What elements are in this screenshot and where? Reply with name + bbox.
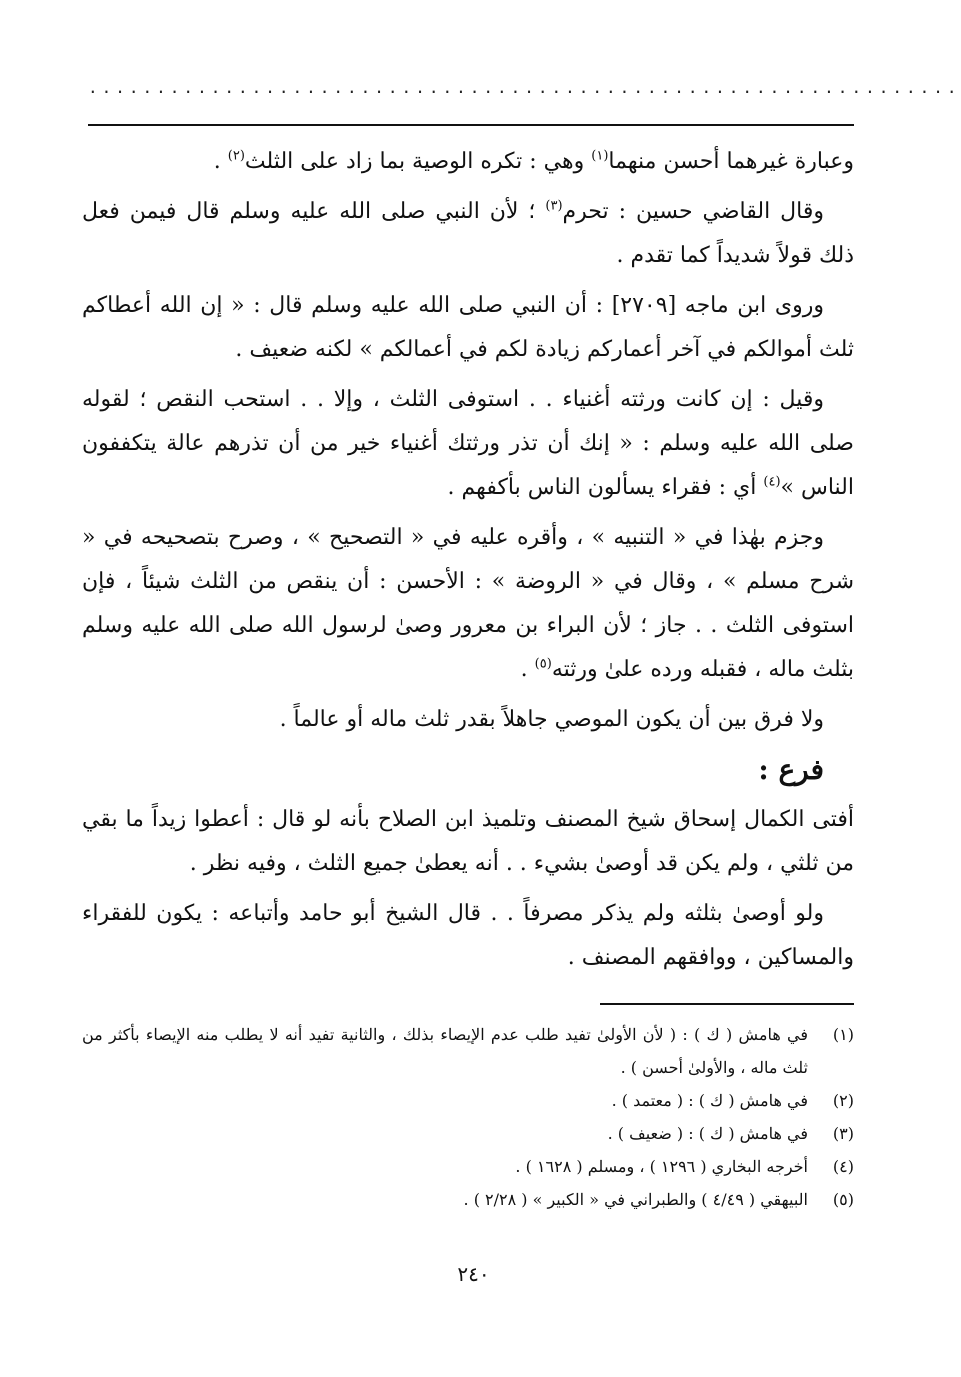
footnote-ref-4[interactable]: (٤) bbox=[763, 474, 781, 490]
footnote-text: في هامش ( ك ) : ( لأن الأولىٰ تفيد طلب عدم الإيصاء بذلك ، والثانية تفيد أنه لا يطلب منه الإيصاء بأكثر من ثلث ماله ، والأولىٰ أحسن ) . bbox=[82, 1025, 808, 1077]
footnote-5 bbox=[82, 1183, 854, 1216]
footnote-ref-2[interactable]: (٢) bbox=[227, 148, 245, 164]
header-rule bbox=[88, 124, 854, 126]
footnote-number: (٤) bbox=[832, 1157, 854, 1176]
paragraph-4 bbox=[82, 378, 854, 510]
footnote-ref-5[interactable]: (٥) bbox=[534, 656, 552, 672]
footnote-text: أخرجه البخاري ( ١٢٩٦ ) ، ومسلم ( ١٦٢٨ ) . bbox=[515, 1157, 808, 1176]
paragraph-1-text-c: . bbox=[213, 149, 228, 174]
footnote-separator bbox=[600, 1003, 854, 1005]
paragraph-1 bbox=[82, 140, 854, 184]
paragraph-6: ولا فرق بين أن يكون الموصي جاهلاً بقدر ثلث ماله أو عالماً . bbox=[279, 707, 824, 732]
paragraph-4-text-b: أي : فقراء يسألون الناس بأكفهم . bbox=[447, 475, 764, 500]
footnote-1 bbox=[82, 1018, 854, 1084]
main-text bbox=[82, 140, 854, 986]
header-dotted-line: ................................................................ bbox=[88, 78, 961, 97]
paragraph-2 bbox=[82, 190, 854, 278]
footnote-text: في هامش ( ك ) : ( ضعيف ) . bbox=[607, 1124, 808, 1143]
footnote-ref-1[interactable]: (١) bbox=[591, 148, 609, 164]
footnote-number: (٢) bbox=[832, 1091, 854, 1110]
footnote-ref-3[interactable]: (٣) bbox=[545, 198, 563, 214]
paragraph-1-text-b: وهي : تكره الوصية بما زاد على الثلث bbox=[244, 149, 592, 174]
page-number: ٢٤٠ bbox=[457, 1262, 490, 1286]
paragraph-8: ولو أوصىٰ بثلثه ولم يذكر مصرفاً . . قال الشيخ أبو حامد وأتباعه : يكون للفقراء والمساكين ، ووافقهم المصنف . bbox=[82, 901, 854, 970]
paragraph-2-text: وقال القاضي حسين : تحرم bbox=[562, 199, 824, 224]
paragraph-7: أفتى الكمال إسحاق شيخ المصنف وتلميذ ابن الصلاح بأنه لو قال : أعطوا زيداً ما بقي من ثلثي ، ولم يكن قد أوصىٰ بشيء . . أنه يعطىٰ جميع الثلث ، وفيه نظر . bbox=[82, 807, 854, 876]
footnote-number: (٥) bbox=[832, 1190, 854, 1209]
section-heading: فرع : bbox=[758, 753, 824, 786]
footnote-text: البيهقي ( ٤/٤٩ ) والطبراني في « الكبير » ( ٢/٢٨ ) . bbox=[463, 1190, 808, 1209]
paragraph-5 bbox=[82, 516, 854, 692]
paragraph-4-text: وقيل : إن كانت ورثته أغنياء . . استوفى الثلث ، وإلا . . استحب النقص ؛ لقوله صلى الله عليه وسلم : « إنك أن تذر ورثتك أغنياء خير من أن تذرهم عالة يتكففون الناس » bbox=[82, 387, 854, 500]
footnotes bbox=[82, 1018, 854, 1216]
paragraph-2-text-b: ؛ لأن النبي صلى الله عليه وسلم قال فيمن فعل ذلك قولاً شديداً كما تقدم . bbox=[82, 199, 854, 268]
footnote-number: (١) bbox=[832, 1025, 854, 1044]
footnote-text: في هامش ( ك ) : ( معتمد ) . bbox=[611, 1091, 808, 1110]
footnote-3 bbox=[82, 1117, 854, 1150]
paragraph-1-text: وعبارة غيرهما أحسن منهما bbox=[608, 149, 854, 174]
paragraph-5-text-b: . bbox=[520, 657, 535, 682]
paragraph-5-text: وجزم بهٰذا في « التنبيه » ، وأقره عليه في « التصحيح » ، وصرح بتصحيحه في « شرح مسلم » ، وقال في « الروضة » : الأحسن : أن ينقص من الثلث شيئاً ، فإن استوفى الثلث . . جاز ؛ لأن البراء بن معرور وصىٰ لرسول الله صلى الله عليه وسلم بثلث ماله ، فقبله ورده علىٰ ورثته bbox=[82, 525, 854, 682]
footnote-2 bbox=[82, 1084, 854, 1117]
footnote-number: (٣) bbox=[832, 1124, 854, 1143]
paragraph-3: وروى ابن ماجه [٢٧٠٩] : أن النبي صلى الله عليه وسلم قال : « إن الله أعطاكم ثلث أموالكم في آخر أعماركم زيادة لكم في أعمالكم » لكنه ضعيف . bbox=[82, 293, 854, 362]
footnote-4 bbox=[82, 1150, 854, 1183]
